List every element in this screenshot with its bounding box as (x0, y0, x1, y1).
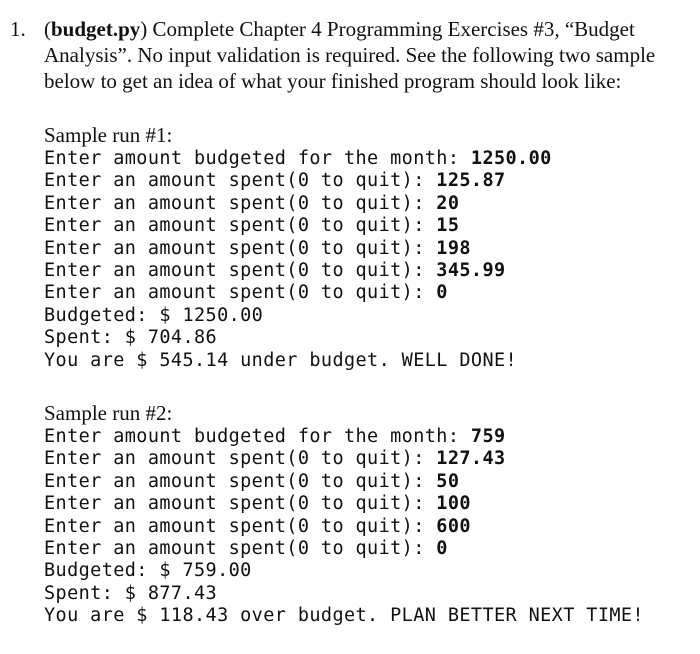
console-user-input: 0 (436, 282, 448, 304)
console-prompt: Enter an amount spent(0 to quit): (44, 470, 437, 492)
console-prompt: Enter an amount spent(0 to quit): (44, 260, 437, 282)
console-line (44, 583, 694, 605)
console-line (44, 260, 694, 282)
console-prompt: Enter an amount spent(0 to quit): (44, 515, 437, 537)
console-user-input: 0 (436, 538, 448, 560)
console-prompt: Enter an amount spent(0 to quit): (44, 170, 437, 192)
console-prompt: Budgeted: $ 759.00 (44, 560, 252, 582)
console-line (44, 516, 694, 538)
console-user-input: 1250.00 (470, 148, 552, 169)
console-line (44, 215, 694, 237)
sample-run-2 (44, 400, 694, 628)
console-user-input: 198 (436, 237, 471, 259)
console-output (44, 148, 694, 372)
console-line (44, 305, 694, 327)
console-user-input: 15 (436, 215, 460, 237)
console-line (44, 350, 694, 372)
console-prompt: Enter an amount spent(0 to quit): (44, 215, 437, 237)
console-prompt: Enter an amount spent(0 to quit): (44, 282, 437, 304)
console-prompt: You are $ 545.14 under budget. WELL DONE! (44, 349, 518, 371)
exercise-line-1 (44, 16, 696, 42)
console-user-input: 127.43 (436, 448, 506, 470)
console-line (44, 493, 694, 515)
console-user-input: 125.87 (436, 170, 506, 192)
console-line (44, 471, 694, 493)
console-line (44, 426, 694, 448)
console-line (44, 148, 694, 170)
console-line (44, 238, 694, 260)
exercise-line-2: Analysis”. No input validation is required. See the following two sample (44, 43, 656, 67)
sample-run-title: Sample run #2: (44, 401, 173, 425)
exercise-line-1-text: ) Complete Chapter 4 Programming Exercises #3, “Budget (140, 17, 635, 41)
console-user-input: 100 (436, 493, 471, 515)
console-prompt: Spent: $ 877.43 (44, 582, 218, 604)
console-prompt: Enter an amount spent(0 to quit): (44, 538, 437, 560)
console-line (44, 193, 694, 215)
console-line (44, 282, 694, 304)
console-user-input: 345.99 (436, 260, 506, 282)
exercise-text (44, 16, 696, 94)
console-prompt: Enter an amount spent(0 to quit): (44, 237, 437, 259)
console-line (44, 170, 694, 192)
console-user-input: 50 (436, 470, 460, 492)
console-prompt: Enter an amount spent(0 to quit): (44, 448, 437, 470)
console-output (44, 426, 694, 628)
console-prompt: You are $ 118.43 over budget. PLAN BETTER NEXT TIME! (44, 605, 644, 627)
exercise-filename: budget.py (51, 17, 141, 41)
console-prompt: Budgeted: $ 1250.00 (44, 304, 264, 326)
console-prompt: Spent: $ 704.86 (44, 327, 218, 349)
console-prompt: Enter an amount spent(0 to quit): (44, 493, 437, 515)
exercise-line-3: below to get an idea of what your finished program should look like: (44, 69, 622, 93)
paren-open: ( (44, 17, 51, 41)
console-line (44, 538, 694, 560)
exercise-number: 1. (10, 17, 26, 41)
console-line (44, 327, 694, 349)
console-line (44, 605, 694, 627)
console-prompt: Enter an amount spent(0 to quit): (44, 192, 437, 214)
console-prompt: Enter amount budgeted for the month: (44, 426, 471, 447)
console-user-input: 759 (470, 426, 506, 447)
console-line (44, 560, 694, 582)
console-user-input: 600 (436, 515, 471, 537)
console-line (44, 448, 694, 470)
sample-run-1 (44, 122, 694, 372)
console-prompt: Enter amount budgeted for the month: (44, 148, 471, 169)
console-user-input: 20 (436, 192, 460, 214)
sample-run-title: Sample run #1: (44, 123, 173, 147)
